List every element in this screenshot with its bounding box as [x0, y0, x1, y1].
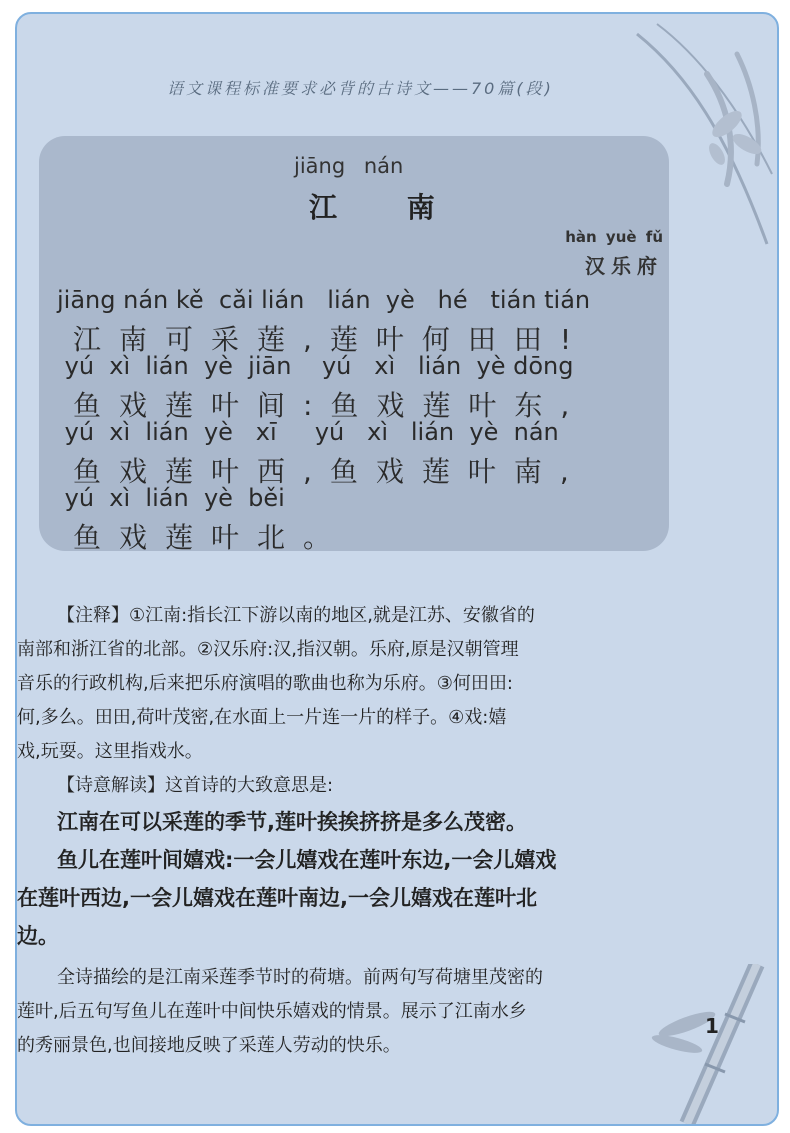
poem-line-hanzi: 江南可采莲,莲叶何田田! — [73, 323, 590, 356]
commentary — [17, 599, 757, 1063]
interpretation-line: 边。 — [17, 924, 59, 948]
summary-line: 全诗描绘的是江南采莲季节时的荷塘。前两句写荷塘里茂密的 — [57, 967, 543, 988]
poem-author: 汉乐府 — [585, 254, 663, 278]
interpretation-intro: 【诗意解读】这首诗的大致意思是: — [57, 775, 334, 796]
author-pinyin: hàn yuè fǔ — [565, 228, 663, 246]
interpretation-line: 鱼儿在莲叶间嬉戏:一会儿嬉戏在莲叶东边,一会儿嬉戏 — [57, 848, 557, 872]
poem-title: 江 南 — [309, 191, 465, 224]
page-header: 语文课程标准要求必背的古诗文——70篇(段) — [167, 79, 554, 98]
poem-line-hanzi: 鱼戏莲叶西,鱼戏莲叶南, — [73, 455, 587, 488]
page-number: 1 — [705, 1014, 719, 1038]
title-pinyin: jiāng nán — [294, 154, 404, 178]
poem-line-pinyin: yú xì lián yè xī yú xì lián yè nán — [57, 418, 559, 446]
poem-box — [39, 136, 669, 554]
poem-line-pinyin: jiāng nán kě cǎi lián lián yè hé tián tián — [57, 286, 591, 314]
notes-line: 何,多么。田田,荷叶茂密,在水面上一片连一片的样子。④戏:嬉 — [17, 707, 507, 728]
book-page — [15, 12, 779, 1126]
summary-line: 莲叶,后五句写鱼儿在莲叶中间快乐嬉戏的情景。展示了江南水乡 — [17, 1001, 527, 1022]
notes-line: 【注释】①江南:指长江下游以南的地区,就是江苏、安徽省的 — [57, 605, 535, 626]
poem-line-pinyin: yú xì lián yè jiān yú xì lián yè dōng — [57, 352, 574, 380]
summary-line: 的秀丽景色,也间接地反映了采莲人劳动的快乐。 — [17, 1035, 401, 1056]
notes-line: 戏,玩耍。这里指戏水。 — [17, 741, 203, 762]
poem-line-pinyin: yú xì lián yè běi — [57, 484, 285, 512]
notes-line: 南部和浙江省的北部。②汉乐府:汉,指汉朝。乐府,原是汉朝管理 — [17, 639, 519, 660]
interpretation-line: 在莲叶西边,一会儿嬉戏在莲叶南边,一会儿嬉戏在莲叶北 — [17, 886, 537, 910]
poem-line-hanzi: 鱼戏莲叶北。 — [73, 521, 350, 554]
poem-line-hanzi: 鱼戏莲叶间:鱼戏莲叶东, — [73, 389, 588, 422]
notes-line: 音乐的行政机构,后来把乐府演唱的歌曲也称为乐府。③何田田: — [17, 673, 513, 694]
interpretation-line: 江南在可以采莲的季节,莲叶挨挨挤挤是多么茂密。 — [57, 810, 527, 834]
